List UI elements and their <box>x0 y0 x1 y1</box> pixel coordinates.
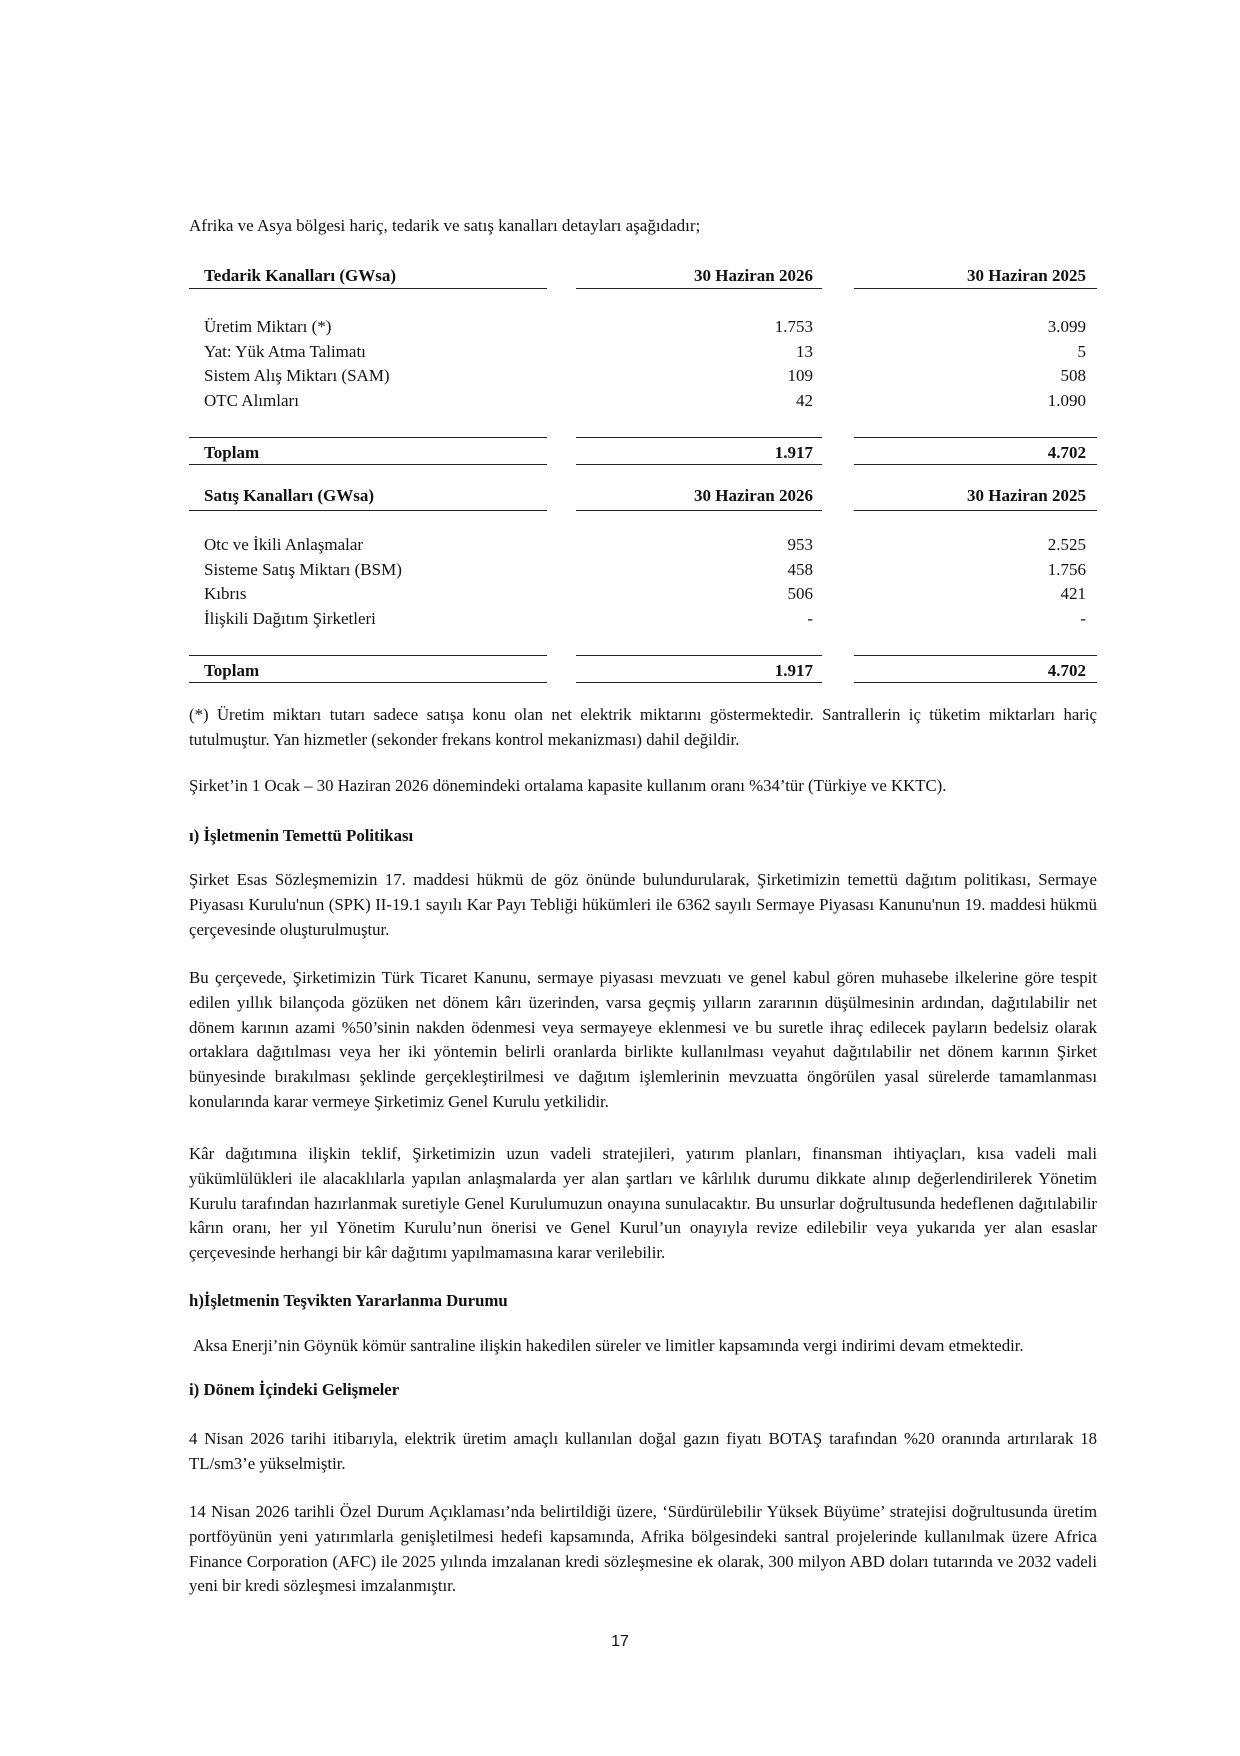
table-rule <box>854 655 1097 656</box>
table-row <box>189 366 1097 391</box>
dividend-paragraph-1: Şirket Esas Sözleşmemizin 17. maddesi hükmü de göz önünde bulundurularak, Şirketimizin temettü dağıtım politikası, Sermaye Piyasası Kurulu'nun (SPK) II-19.1 sayılı Kar Payı Tebliği hükümleri ile 6362 sayılı Sermaye Piyasası Kanunu'nun 19. maddesi hükmü çerçevesinde oluşturulmuştur. <box>189 870 1097 939</box>
table-rule <box>854 288 1097 289</box>
table-rule <box>576 437 822 438</box>
table-rule <box>576 655 822 656</box>
dividend-policy-heading: ı) İşletmenin Temettü Politikası <box>189 826 414 845</box>
row-value-2025: 1.756 <box>1047 559 1086 579</box>
row-value-2026: 1.753 <box>774 317 813 336</box>
row-label: Otc ve İkili Anlaşmalar <box>204 535 364 554</box>
table-row <box>189 391 1097 416</box>
row-value-2025: 3.099 <box>1047 317 1086 336</box>
row-value-2026: 13 <box>796 341 813 361</box>
intro-text: Afrika ve Asya bölgesi hariç, tedarik ve satış kanalları detayları aşağıdadır; <box>189 216 701 235</box>
supply-table <box>189 266 1097 462</box>
page-number: 17 <box>611 1633 629 1650</box>
sales-header-2026: 30 Haziran 2026 <box>694 486 813 505</box>
table-row <box>189 535 1097 560</box>
table-rule <box>576 510 822 511</box>
sales-table-header <box>189 486 1097 516</box>
row-value-2026: - <box>807 608 813 628</box>
table-rule <box>854 464 1097 465</box>
supply-table-header <box>189 266 1097 296</box>
dividend-paragraph-2: Bu çerçevede, Şirketimizin Türk Ticaret Kanunu, sermaye piyasası mevzuatı ve genel kabul gören muhasebe ilkelerine göre tespit edilen yıllık bilançoda gözüken net dönem kârı üzerinden, varsa geçmiş yılların zararının düşülmesinin ardından, dağıtılabilir net dönem karının azami %50’sinin nakden ödenmesi veya sermayeye eklenmesi ve bu suretle ihraç edilecek payların bedelsiz olarak ortaklara dağıtılması veya her iki yöntemin belirli oranlarda birlikte kullanılması veyahut dağıtılabilir net dönem karının Şirket bünyesinde bırakılması şeklinde gerçekleştirilmesi ve dağıtım işlemlerinin mevzuatta öngörülen yasal sürelerde tamamlanması konularında karar vermeye Şirketimiz Genel Kurulu yetkilidir. <box>189 968 1097 1111</box>
table-rule <box>189 510 547 511</box>
table-rule <box>189 655 547 656</box>
capacity-note: Şirket’in 1 Ocak – 30 Haziran 2026 dönemindeki ortalama kapasite kullanım oranı %34’tür (Türkiye ve KKTC). <box>189 776 947 795</box>
table-rule <box>854 682 1097 683</box>
row-value-2026: 506 <box>787 584 813 603</box>
row-label: Sisteme Satış Miktarı (BSM) <box>204 559 402 579</box>
row-label: Sistem Alış Miktarı (SAM) <box>204 366 390 385</box>
incentive-heading: h)İşletmenin Teşvikten Yararlanma Durumu <box>189 1291 508 1310</box>
table-row <box>189 560 1097 585</box>
row-value-2025: 1.090 <box>1047 390 1086 410</box>
row-label: Üretim Miktarı (*) <box>204 317 332 336</box>
supply-header-2026: 30 Haziran 2026 <box>694 266 813 285</box>
sales-header-2025: 30 Haziran 2025 <box>967 486 1086 505</box>
table-row <box>189 609 1097 634</box>
table-rule <box>854 510 1097 511</box>
row-value-2026: 42 <box>796 390 813 410</box>
sales-header-label: Satış Kanalları (GWsa) <box>204 486 375 505</box>
table-rule <box>189 288 547 289</box>
row-value-2025: 2.525 <box>1047 535 1086 554</box>
row-value-2025: 508 <box>1060 366 1086 385</box>
table-rule <box>576 682 822 683</box>
row-label: İlişkili Dağıtım Şirketleri <box>204 608 376 628</box>
row-value-2026: 458 <box>787 559 813 579</box>
table-row <box>189 584 1097 609</box>
table-rule <box>189 682 547 683</box>
developments-heading: i) Dönem İçindeki Gelişmeler <box>189 1380 400 1399</box>
table-rule <box>576 464 822 465</box>
footnote-text: (*) Üretim miktarı tutarı sadece satışa konu olan net elektrik miktarını göstermektedir. Santrallerin iç tüketim miktarları hariç tutulmuştur. Yan hizmetler (sekonder frekans kontrol mekanizması) dahil değildir. <box>189 705 1097 749</box>
total-value-2025: 4.702 <box>1047 661 1086 680</box>
row-value-2025: 5 <box>1077 341 1086 361</box>
total-value-2026: 1.917 <box>774 661 813 680</box>
total-label: Toplam <box>204 443 260 462</box>
total-label: Toplam <box>204 661 260 680</box>
developments-paragraph-1: 4 Nisan 2026 tarihi itibarıyla, elektrik üretim amaçlı kullanılan doğal gazın fiyatı BOTAŞ tarafından %20 oranında artırılarak 18 TL/sm3’e yükselmiştir. <box>189 1429 1097 1473</box>
sales-table <box>189 486 1097 680</box>
dividend-paragraph-3: Kâr dağıtımına ilişkin teklif, Şirketimizin uzun vadeli stratejileri, yatırım planları, finansman ihtiyaçları, kısa vadeli mali yükümlülükleri ile alacaklılarla yapılan anlaşmalarda yer alan şartları ve kârlılık durumu dikkate alınıp değerlendirilerek Yönetim Kurulu tarafından hazırlanmak suretiyle Genel Kurulumuzun onayına sunulacaktır. Bu unsurlar doğrultusunda hedeflenen dağıtılabilir kârın oranı, her yıl Yönetim Kurulu’nun önerisi ve Genel Kurul’un onayıyla revize edilebilir veya yukarıda yer alan esaslar çerçevesinde herhangi bir kâr dağıtımı yapılmamasına karar verilebilir. <box>189 1144 1097 1263</box>
incentive-paragraph: Aksa Enerji’nin Göynük kömür santraline ilişkin hakedilen süreler ve limitler kapsamında vergi indirimi devam etmektedir. <box>193 1336 1024 1355</box>
row-label: OTC Alımları <box>204 390 299 410</box>
developments-paragraph-2: 14 Nisan 2026 tarihli Özel Durum Açıklaması’nda belirtildiği üzere, ‘Sürdürülebilir Yüksek Büyüme’ stratejisi doğrultusunda üretim portföyünün yeni yatırımlarla genişletilmesi hedefi kapsamında, Afrika bölgesindeki santral projelerinde kullanılmak üzere Africa Finance Corporation (AFC) ile 2025 yılında imzalanan kredi sözleşmesine ek olarak, 300 milyon ABD doları tutarında ve 2032 vadeli yeni bir kredi sözleşmesi imzalanmıştır. <box>189 1502 1097 1596</box>
row-value-2025: 421 <box>1060 584 1086 603</box>
supply-header-2025: 30 Haziran 2025 <box>967 266 1086 285</box>
supply-header-label: Tedarik Kanalları (GWsa) <box>204 266 397 285</box>
row-label: Yat: Yük Atma Talimatı <box>204 341 366 361</box>
row-label: Kıbrıs <box>204 584 247 603</box>
total-value-2025: 4.702 <box>1047 443 1086 462</box>
table-row <box>189 317 1097 342</box>
table-rule <box>189 437 547 438</box>
total-value-2026: 1.917 <box>774 443 813 462</box>
row-value-2025: - <box>1080 608 1086 628</box>
row-value-2026: 109 <box>787 366 813 385</box>
table-row <box>189 342 1097 367</box>
table-rule <box>854 437 1097 438</box>
table-rule <box>576 288 822 289</box>
table-rule <box>189 464 547 465</box>
row-value-2026: 953 <box>787 535 813 554</box>
